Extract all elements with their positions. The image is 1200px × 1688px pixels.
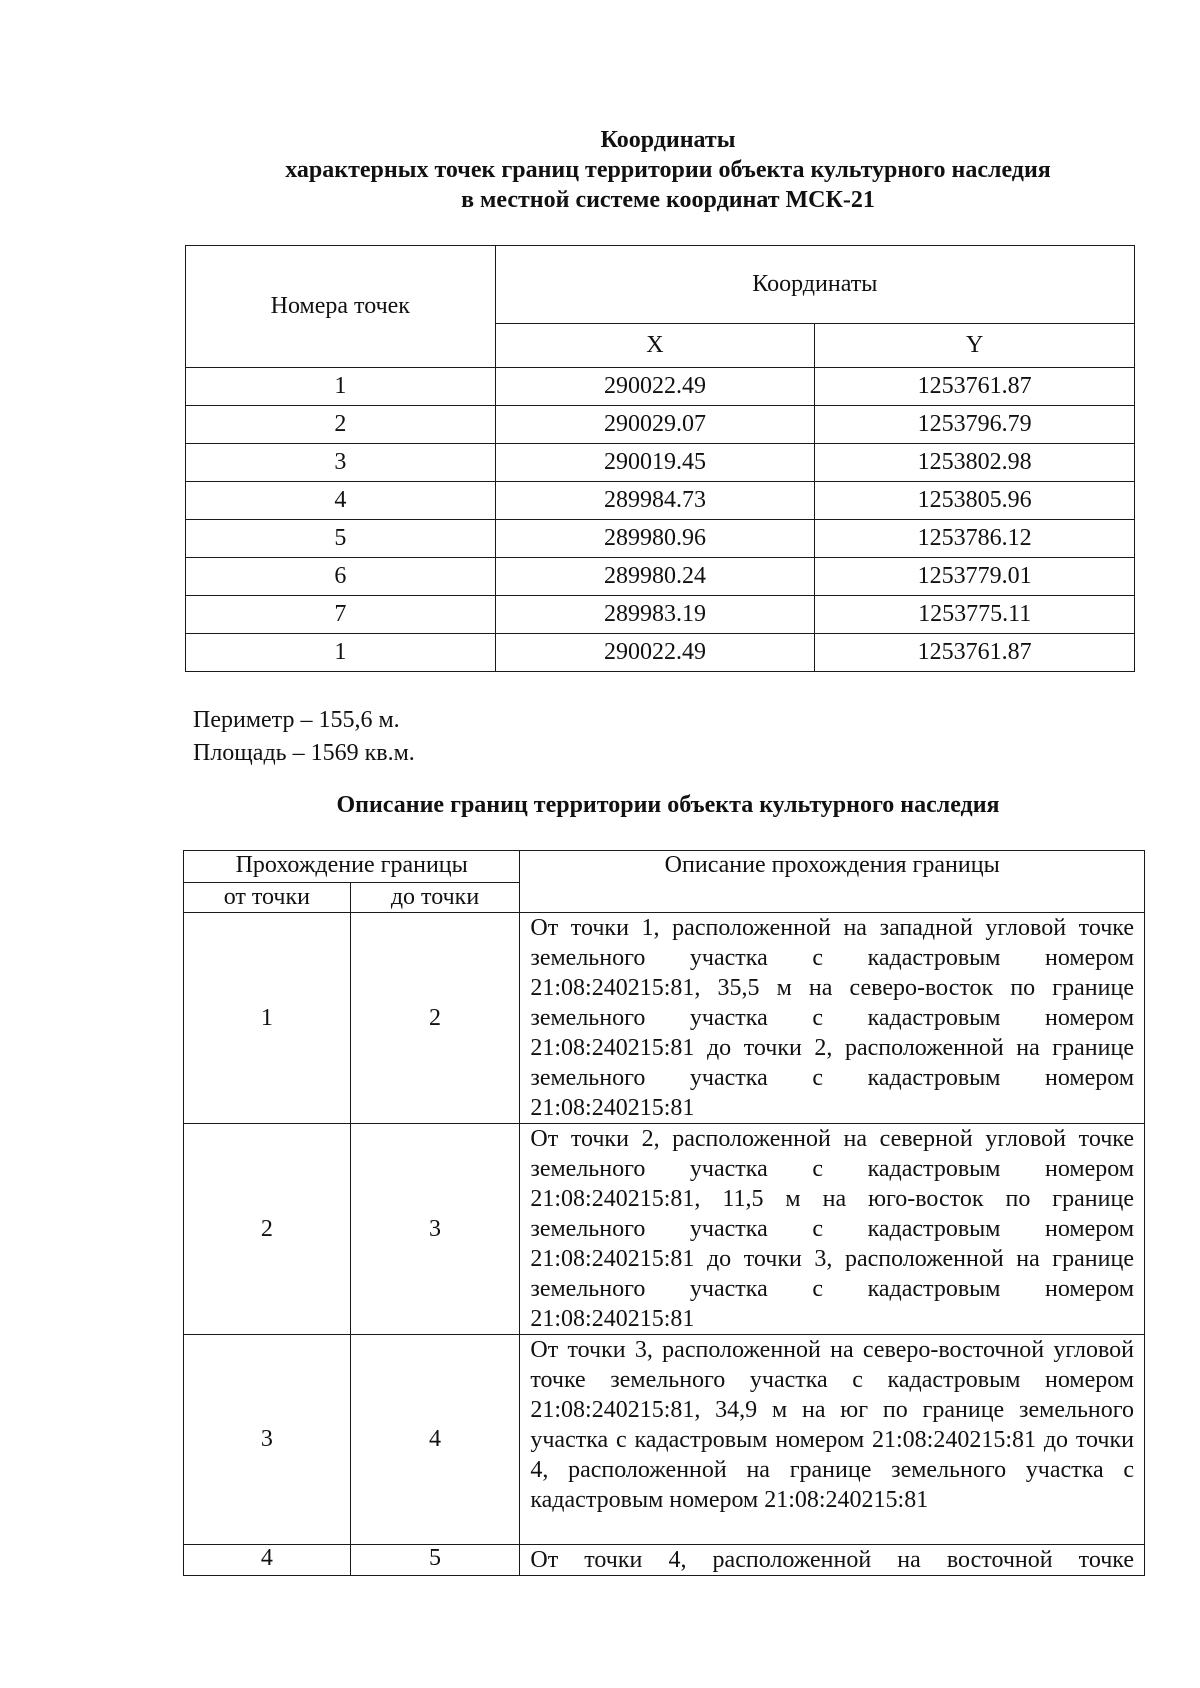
to-point: 3 [350, 1124, 520, 1335]
coord-y: 1253796.79 [815, 406, 1135, 444]
table-row [186, 634, 1135, 672]
coord-x: 290019.45 [495, 444, 815, 482]
boundaries-table [183, 850, 1145, 1576]
table-row [184, 1124, 1145, 1335]
coord-y: 1253761.87 [815, 368, 1135, 406]
coordinates-table [185, 245, 1135, 672]
title-line-3: в местной системе координат МСК-21 [461, 187, 875, 213]
coord-x: 289980.96 [495, 520, 815, 558]
point-number: 5 [186, 520, 496, 558]
from-point: 3 [184, 1335, 351, 1545]
coord-y: 1253805.96 [815, 482, 1135, 520]
boundary-description: От точки 4, расположенной на восточной точке [520, 1545, 1145, 1576]
table-row [184, 1335, 1145, 1545]
header-to-point: до точки [350, 883, 520, 913]
coord-x: 290022.49 [495, 368, 815, 406]
table-row [186, 520, 1135, 558]
title-line-2: характерных точек границ территории объекта культурного наследия [285, 157, 1051, 183]
coord-x: 289984.73 [495, 482, 815, 520]
header-point-numbers: Номера точек [186, 246, 496, 368]
table-row [186, 596, 1135, 634]
coord-y: 1253786.12 [815, 520, 1135, 558]
coord-x: 290022.49 [495, 634, 815, 672]
header-coordinates: Координаты [495, 246, 1134, 324]
from-point: 2 [184, 1124, 351, 1335]
header-x: X [495, 324, 815, 368]
coord-y: 1253761.87 [815, 634, 1135, 672]
coord-y: 1253775.11 [815, 596, 1135, 634]
table-row [184, 1545, 1145, 1576]
point-number: 7 [186, 596, 496, 634]
coord-y: 1253802.98 [815, 444, 1135, 482]
title-line-1: Координаты [600, 127, 736, 153]
to-point: 5 [350, 1545, 520, 1576]
coord-x: 289980.24 [495, 558, 815, 596]
header-description: Описание прохождения границы [520, 851, 1145, 913]
table-row [186, 406, 1135, 444]
area-text: Площадь – 1569 кв.м. [193, 740, 415, 766]
from-point: 4 [184, 1545, 351, 1576]
boundary-description: От точки 2, расположенной на северной угловой точке земельного участка с кадастровым номером 21:08:240215:81, 11,5 м на юго-восток по границе земельного участка с кадастровым номером 21:08:240215:81 до точки 3, расположенной на границе земельного участка с кадастровым номером 21:08:240215:81 [520, 1124, 1145, 1335]
point-number: 1 [186, 634, 496, 672]
boundary-description: От точки 1, расположенной на западной угловой точке земельного участка с кадастровым номером 21:08:240215:81, 35,5 м на северо-восток по границе земельного участка с кадастровым номером 21:08:240215:81 до точки 2, расположенной на границе земельного участка с кадастровым номером 21:08:240215:81 [520, 913, 1145, 1124]
to-point: 4 [350, 1335, 520, 1545]
section-title: Описание границ территории объекта культурного наследия [336, 792, 1000, 818]
boundary-description: От точки 3, расположенной на северо-восточной угловой точке земельного участка с кадастровым номером 21:08:240215:81, 34,9 м на юг по границе земельного участка с кадастровым номером 21:08:240215:81 до точки 4, расположенной на границе земельного участка с кадастровым номером 21:08:240215:81 [520, 1335, 1145, 1545]
header-y: Y [815, 324, 1135, 368]
coord-y: 1253779.01 [815, 558, 1135, 596]
to-point: 2 [350, 913, 520, 1124]
summary-block [193, 704, 415, 770]
from-point: 1 [184, 913, 351, 1124]
table-row [186, 444, 1135, 482]
table-row [186, 482, 1135, 520]
document-title [0, 125, 1200, 215]
header-passage: Прохождение границы [184, 851, 520, 883]
point-number: 1 [186, 368, 496, 406]
header-from-point: от точки [184, 883, 351, 913]
point-number: 2 [186, 406, 496, 444]
point-number: 3 [186, 444, 496, 482]
perimeter-text: Периметр – 155,6 м. [193, 707, 400, 733]
table-row [186, 558, 1135, 596]
point-number: 4 [186, 482, 496, 520]
table-row [186, 368, 1135, 406]
table-row [184, 913, 1145, 1124]
coord-x: 289983.19 [495, 596, 815, 634]
coord-x: 290029.07 [495, 406, 815, 444]
point-number: 6 [186, 558, 496, 596]
